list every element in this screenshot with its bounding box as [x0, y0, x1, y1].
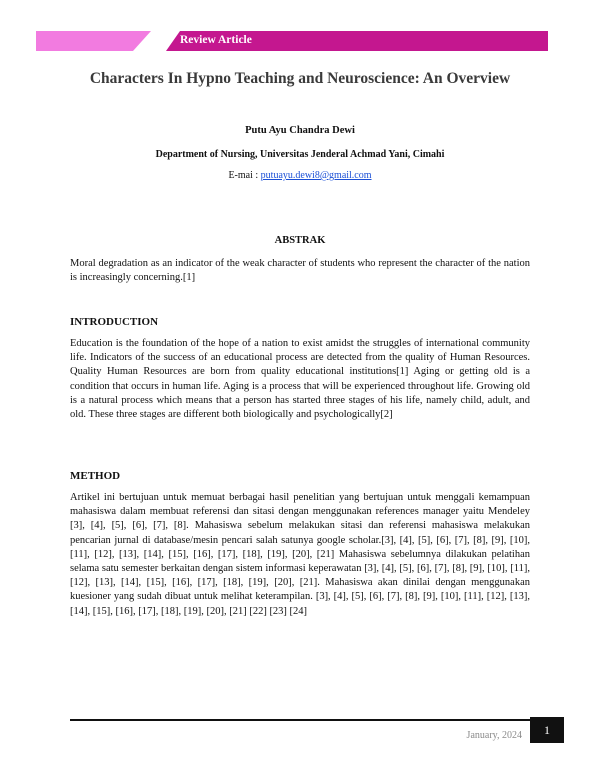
footer-divider [70, 719, 530, 721]
article-type-label: Review Article [180, 34, 252, 46]
abstract-text: Moral degradation as an indicator of the weak character of students who represent the character of the nation is increasingly concerning.[1] [70, 258, 530, 284]
email-link[interactable]: putuayu.dewi8@gmail.com [260, 170, 372, 181]
author-email-line [0, 170, 600, 181]
introduction-text: Education is the foundation of the hope of a nation to exist amidst the struggles of international community life. Indicators of the success of an educational process are detected from the quality of Human Resources. Quality Human Resources are born from quality educational institutions[1] Aging or getting old is a condition that occurs in human life. Aging is a process that will be experienced throughout life. Growing old is a natural process which means that a person has started three stages of his life, namely child, adult, and old. These three stages are different both biologically and psychologically[2] [70, 338, 530, 421]
method-text: Artikel ini bertujuan untuk memuat berbagai hasil penelitian yang bertujuan untuk menggali kemampuan mahasiswa dalam membuat referensi dan sitasi dengan menggunakan references manager yaitu Mendeley [3], [4], [5], [6], [7], [8]. Mahasiswa sebelum melakukan sitasi dan referensi mahasiswa melakukan pencarian jurnal di database/mesin pencari salah satunya google scholar.[3], [4], [5], [6], [7], [8], [9], [10], [11], [12], [13], [14], [15], [16], [17], [18], [19], [20], [21] Mahasiswa sebelumnya dilakukan pelatihan selama satu semester berkaitan dengan sistem informasi keperawatan [3], [4], [5], [6], [7], [8], [9], [10], [11], [12], [13], [14], [15], [16], [17], [18], [19], [20], [21]. Mahasiswa akan dinilai dengan menggunakan kuesioner yang sudah dibuat untuk melihat keterampilan. [3], [4], [5], [6], [7], [8], [9], [10], [11], [12], [13], [14], [15], [16], [17], [18], [19], [20], [21] [22] [23] [24] [70, 492, 530, 617]
article-type-banner [36, 31, 548, 51]
abstract-heading: ABSTRAK [274, 235, 326, 246]
introduction-heading: INTRODUCTION [70, 316, 159, 328]
footer-date: January, 2024 [466, 730, 522, 741]
paper-title: Characters In Hypno Teaching and Neuroscience: An Overview [89, 70, 511, 87]
method-heading: METHOD [70, 470, 121, 482]
author-name: Putu Ayu Chandra Dewi [245, 125, 355, 136]
email-prefix: E-mai : [228, 170, 259, 181]
author-affiliation: Department of Nursing, Universitas Jenderal Achmad Yani, Cimahi [155, 149, 445, 160]
page-number: 1 [530, 717, 564, 743]
